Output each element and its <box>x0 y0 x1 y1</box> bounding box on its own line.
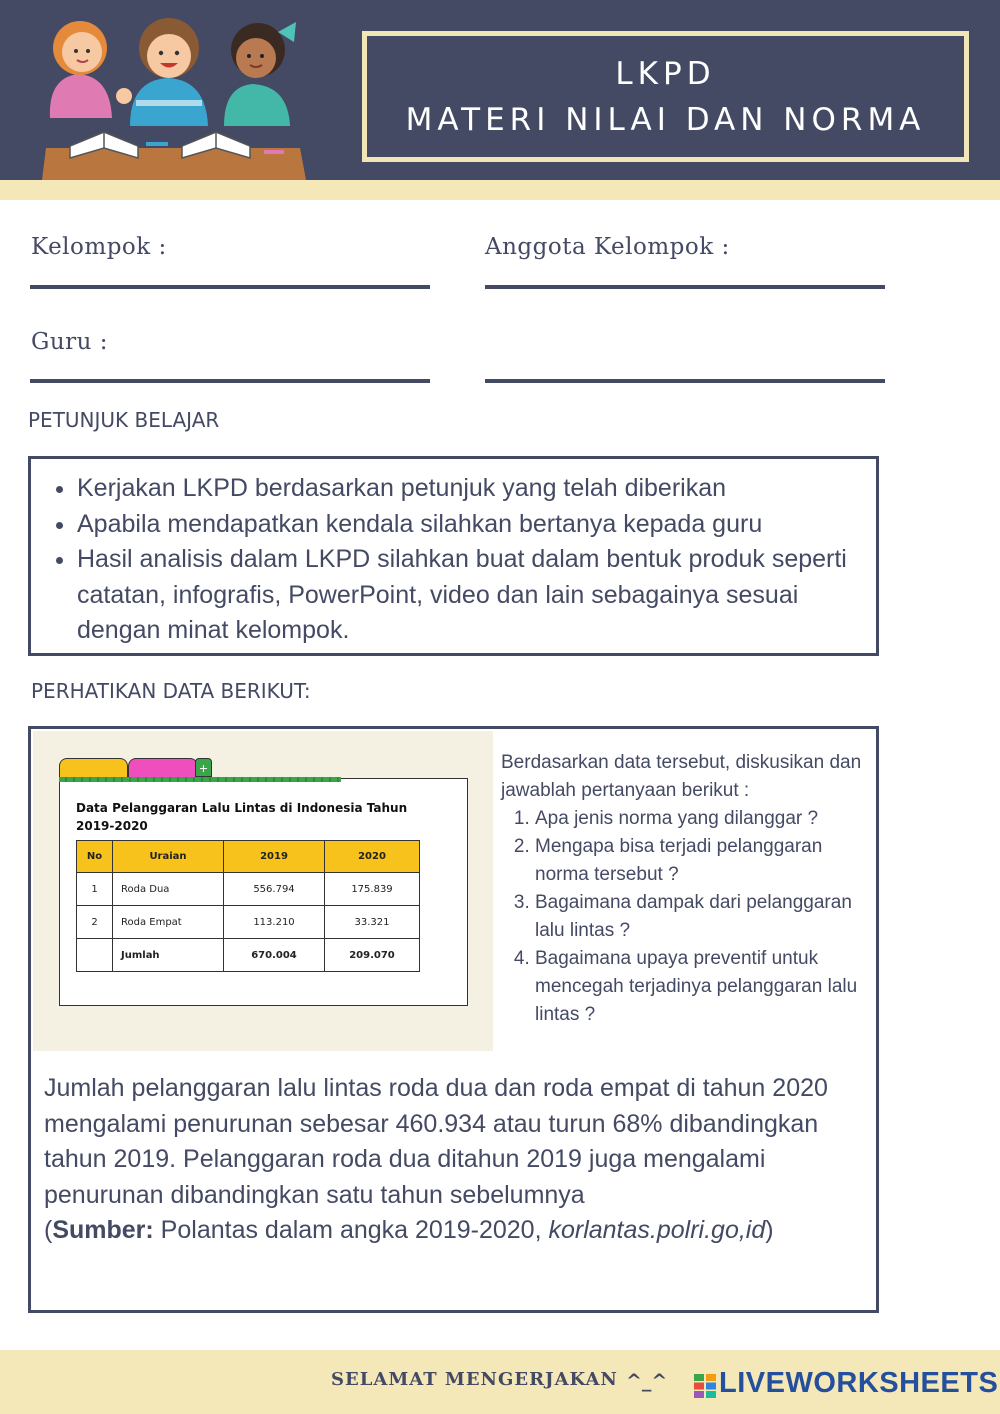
table-total-row <box>77 939 420 972</box>
plus-icon: + <box>195 758 212 777</box>
footer-smile: ^_^ <box>626 1370 668 1392</box>
table-row <box>77 873 420 906</box>
anggota-label: Anggota Kelompok : <box>485 234 730 260</box>
instruction-item: • Apabila mendapatkan kendala silahkan bertanya kepada guru <box>77 507 856 543</box>
table-cell: 1 <box>77 873 113 906</box>
children-reading-illustration <box>38 8 310 180</box>
anggota-input-line[interactable] <box>485 285 885 289</box>
source-label: Sumber: <box>52 1216 154 1244</box>
table-cell: 113.210 <box>224 906 325 939</box>
sheet-tab-pink <box>128 758 198 779</box>
data-sheet <box>59 778 468 1006</box>
footer-message: SELAMAT MENGERJAKAN <box>331 1369 618 1390</box>
summary-text: Jumlah pelanggaran lalu lintas roda dua dan roda empat di tahun 2020 mengalami penurunan sebesar 460.934 atau turun 68% dibandingkan tahun 2019. Pelanggaran roda dua ditahun 2019 juga mengalami penurunan dibandingkan satu tahun sebelumnya <box>44 1074 828 1209</box>
source-url: korlantas.polri.go,id <box>548 1216 766 1244</box>
table-row <box>77 906 420 939</box>
questions-intro: Berdasarkan data tersebut, diskusikan dan jawablah pertanyaan berikut : <box>501 752 862 801</box>
table-title: Data Pelanggaran Lalu Lintas di Indonesia Tahun 2019-2020 <box>76 801 408 833</box>
page-header <box>0 0 1000 180</box>
table-cell: 670.004 <box>224 939 325 972</box>
sheet-progress-bar <box>59 777 341 782</box>
question-item: 3. Bagaimana dampak dari pelanggaran lalu lintas ? <box>535 889 879 945</box>
table-cell: 209.070 <box>325 939 420 972</box>
instruction-item: • Hasil analisis dalam LKPD silahkan buat dalam bentuk produk seperti catatan, infografis, PowerPoint, video dan lain sebagainya sesuai dengan minat kelompok. <box>77 542 856 649</box>
extra-input-line[interactable] <box>485 379 885 383</box>
table-cell: 556.794 <box>224 873 325 906</box>
liveworksheets-brand[interactable]: LIVEWORKSHEETS <box>719 1367 999 1399</box>
summary-paragraph <box>44 1071 844 1249</box>
table-cell: Roda Dua <box>113 873 224 906</box>
page-footer <box>0 1350 1000 1414</box>
header-strip <box>0 180 1000 200</box>
table-cell: Jumlah <box>113 939 224 972</box>
liveworksheets-logo-icon <box>694 1374 716 1398</box>
guru-input-line[interactable] <box>30 379 430 383</box>
violation-table <box>76 840 420 972</box>
kelompok-input-line[interactable] <box>30 285 430 289</box>
guru-label: Guru : <box>31 329 109 355</box>
question-item: 4. Bagaimana upaya preventif untuk mencegah terjadinya pelanggaran lalu lintas ? <box>535 945 879 1029</box>
questions-block <box>501 749 879 1029</box>
table-image-panel <box>33 731 493 1051</box>
question-item: 1. Apa jenis norma yang dilanggar ? <box>535 805 879 833</box>
petunjuk-heading: PETUNJUK BELAJAR <box>28 408 220 432</box>
source-open: ( <box>44 1216 53 1244</box>
col-header: Uraian <box>113 841 224 873</box>
instructions-box <box>28 456 879 656</box>
title-line-2: MATERI NILAI DAN NORMA <box>405 101 926 138</box>
data-box <box>28 726 879 1313</box>
table-cell: 2 <box>77 906 113 939</box>
questions-list <box>535 805 879 1029</box>
instructions-list <box>77 471 856 649</box>
title-box <box>362 31 969 162</box>
table-cell <box>77 939 113 972</box>
table-header-row <box>77 841 420 873</box>
sheet-tab-yellow <box>59 758 128 779</box>
table-cell: 175.839 <box>325 873 420 906</box>
col-header: 2020 <box>325 841 420 873</box>
title-line-1: LKPD <box>615 55 716 92</box>
col-header: No <box>77 841 113 873</box>
table-cell: 33.321 <box>325 906 420 939</box>
instruction-item: • Kerjakan LKPD berdasarkan petunjuk yang telah diberikan <box>77 471 856 507</box>
kelompok-label: Kelompok : <box>31 234 167 260</box>
source-text: Polantas dalam angka 2019-2020, <box>153 1216 549 1244</box>
table-cell: Roda Empat <box>113 906 224 939</box>
question-item: 2. Mengapa bisa terjadi pelanggaran norma tersebut ? <box>535 833 879 889</box>
col-header: 2019 <box>224 841 325 873</box>
data-heading: PERHATIKAN DATA BERIKUT: <box>31 679 311 703</box>
source-close: ) <box>765 1216 774 1244</box>
